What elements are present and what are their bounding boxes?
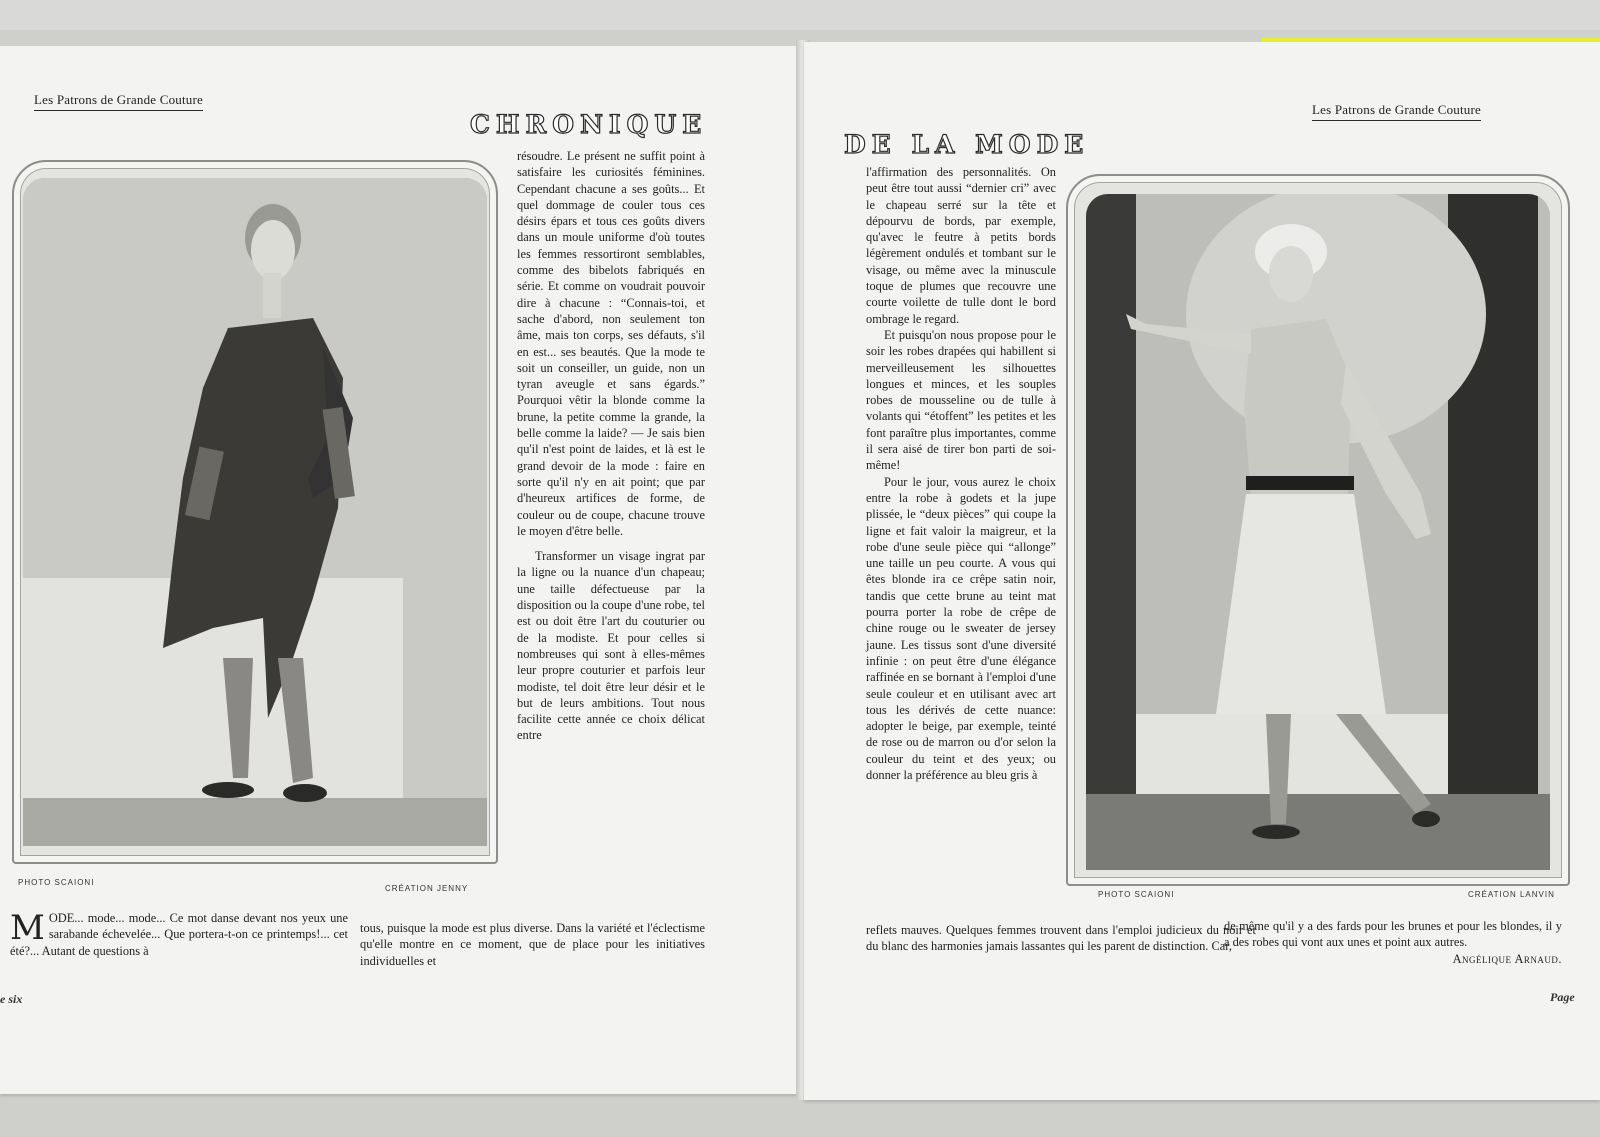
right-page xyxy=(804,42,1600,1100)
photo-credit-left: PHOTO SCAIONI xyxy=(18,878,95,887)
creation-credit-right: CRÉATION LANVIN xyxy=(1468,890,1555,899)
article-intro xyxy=(10,910,348,959)
article-column-3 xyxy=(1224,918,1562,967)
left-page xyxy=(0,46,801,1094)
photo-credit-right: PHOTO SCAIONI xyxy=(1098,890,1175,899)
article-continuation: tous, puisque la mode est plus diverse. Dans la variété et l'éclectisme qu'elle montre en ce moment, que de place pour les initiatives individuelles et xyxy=(360,921,705,968)
article-paragraph: l'affirmation des personnalités. On peut être tout aussi “dernier cri” avec le chapeau serré sur la tête et dépourvu de bords, par exemple, qu'avec le feutre à petits bords légèrement ondulés et tombant sur le visage, ou même avec la minuscule toque de plumes que recouvre une courte voilette de tulle dont le bord ombrage le regard. xyxy=(866,165,1056,326)
creation-credit-left: CRÉATION JENNY xyxy=(385,884,469,893)
running-head-left: Les Patrons de Grande Couture xyxy=(34,92,203,111)
article-column-1-bottom xyxy=(360,920,705,969)
intro-text: ODE... mode... mode... Ce mot danse devant nos yeux une sarabande échevelée... Que portera-t-on ce printemps!... cet été?... Autant de questions à xyxy=(10,911,348,958)
model-figure-right xyxy=(1086,194,1550,870)
article-paragraph: Pour le jour, vous aurez le choix entre la robe à godets et la jupe plissée, le “deux pièces” qui coupe la ligne et fait valoir la maigreur, et la robe d'une seule pièce qui “allonge” une taille un peu courte. A vous qui êtes blonde ira ce crêpe satin noir, tandis que cette brune au teint mat pourra porter la robe de crêpe de chine rouge ou le sweater de jersey jaune. Les tissus sont d'une diversité infinie : on peut être d'une élégance raffinée en se bornant à l'emploi d'une seule couleur et en utilisant avec art tous les dérivés de cette nuance: adopter le beige, par exemple, teinté de rose ou de marron ou d'or selon la couleur du teint et des yeux; ou donner la préférence au bleu gris à xyxy=(866,474,1056,782)
folio-left: e six xyxy=(0,992,23,1006)
article-paragraph: résoudre. Le présent ne suffit point à satisfaire les curiosités féminines. Cependant chacune a ses goûts... Et quel dommage de couler tous ces désirs épars et tous ces goûts divers dans un moule uniforme d'où toutes les femmes ressortiront semblables, comme des bibelots fabriqués en série. Et comme on voudrait pouvoir dire à chacune : “Connais-toi, et sache d'abord, non seulement ton âme, mais ton corps, ses défauts, s'il en est... ses beautés. Que la mode te soit un conseiller, un guide, non un tyran aveugle et sans égards.” Pourquoi vêtir la blonde comme la brune, la petite comme la grande, la belle comme la laide? — Je sais bien qu'il n'est point de laides, et là est le grand devoir de la mode : faire en sorte qu'il n'y en ait point; que par d'heureux artifices de forme, de couleur ou de coupe, chacune trouve le moyen d'être belle. xyxy=(517,149,705,538)
article-column-2-bottom xyxy=(866,922,1256,955)
author-signature: Angélique Arnaud. xyxy=(1452,951,1562,966)
article-column-2 xyxy=(866,164,1056,783)
photo-frame-right xyxy=(1066,174,1570,886)
article-paragraph: Et puisqu'on nous propose pour le soir les robes drapées qui habillent si merveilleusement les silhouettes longues et minces, et les souples robes de mousseline ou de tulle à volants qui “étoffent” les petites et les font paraître plus importantes, comme il sera aisé de tirer bon parti de soi-même! xyxy=(866,327,1056,473)
folio-right: Page xyxy=(1550,990,1575,1004)
photo-frame-left xyxy=(12,160,498,864)
title-chronique: CHRONIQUE xyxy=(470,110,708,139)
photo-lanvin xyxy=(1086,194,1550,870)
article-paragraph: Transformer un visage ingrat par la ligne ou la nuance d'un chapeau; une taille défectueuse par la disposition ou la coupe d'une robe, tel est ou doit être l'art du couturier ou de la modiste. Et pour celles si nombreuses qui sont à elles-mêmes leur propre couturier et parfois leur modiste, tel doit être leur désir et le but de leurs ambitions. Tout nous facilite cette année ce choix délicat entre xyxy=(517,549,705,743)
title-de-la-mode: DE LA MODE xyxy=(844,130,1090,159)
photo-jenny xyxy=(23,178,487,846)
drop-cap: M xyxy=(10,908,45,948)
article-closing: de même qu'il y a des fards pour les brunes et pour les blondes, il y a des robes qui vont aux unes et point aux autres. xyxy=(1224,919,1562,950)
model-figure-left xyxy=(23,178,487,846)
article-column-1 xyxy=(517,148,705,744)
article-continuation: reflets mauves. Quelques femmes trouvent dans l'emploi judicieux du noir et du blanc des harmonies jamais lassantes qui les parent de distinction. Car, xyxy=(866,923,1256,954)
running-head-right: Les Patrons de Grande Couture xyxy=(1312,102,1481,121)
